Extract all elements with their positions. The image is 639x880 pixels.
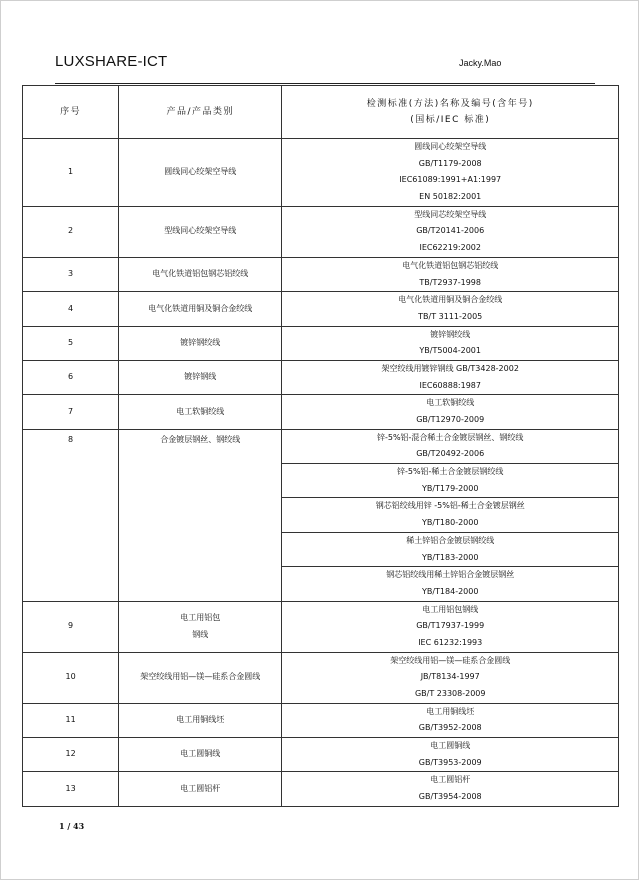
row-seq: 7: [23, 395, 119, 429]
standard-line: IEC61089:1991+A1:1997: [399, 175, 502, 185]
row-category: 合金镀层钢丝、钢绞线: [119, 429, 282, 601]
row-category: [119, 601, 282, 652]
row-standard: [282, 498, 619, 532]
row-standard: [282, 257, 619, 291]
row-standard: [282, 360, 619, 394]
standard-line: YB/T183-2000: [421, 552, 479, 562]
standard-line: 镀锌钢绞线: [430, 329, 471, 339]
standard-line: 电气化铁道用铜及铜合金绞线: [398, 295, 503, 305]
category-line: 电工用铝包: [180, 612, 221, 622]
header-seq: 序号: [23, 86, 119, 139]
table-row: [23, 139, 619, 207]
standard-line: YB/T184-2000: [421, 586, 479, 596]
row-category: 架空绞线用铝—镁—硅系合金圆线: [119, 652, 282, 703]
table-row: [23, 429, 619, 463]
standard-line: 电气化铁道铝包钢芯铝绞线: [402, 260, 499, 270]
row-seq: 1: [23, 139, 119, 207]
standard-line: GB/T3954-2008: [418, 792, 482, 802]
row-seq: 11: [23, 703, 119, 737]
standard-line: 锌-5%铝-稀土合金镀层钢绞线: [396, 467, 504, 477]
standard-line: 架空绞线用镀锌钢线 GB/T3428-2002: [381, 363, 519, 373]
standard-line: TB/T 3111-2005: [418, 311, 483, 321]
table-header-row: [23, 86, 619, 139]
standard-line: JB/T8134-1997: [420, 672, 480, 682]
author-name: Jacky.Mao: [459, 58, 502, 68]
row-category: 电气化铁道铝包钢芯铝绞线: [119, 257, 282, 291]
row-standard: [282, 567, 619, 601]
row-seq: 8: [23, 429, 119, 601]
row-standard: [282, 772, 619, 806]
table-row: [23, 738, 619, 772]
row-standard: [282, 395, 619, 429]
table-row: [23, 652, 619, 703]
row-seq: 6: [23, 360, 119, 394]
row-category: 电工圆铜线: [119, 738, 282, 772]
row-category: 电工用铜线坯: [119, 703, 282, 737]
standards-table: [22, 85, 619, 807]
row-category: 电工圆铝杆: [119, 772, 282, 806]
standard-line: 稀土锌铝合金镀层钢绞线: [406, 535, 495, 545]
standard-line: GB/T20141-2006: [416, 226, 485, 236]
row-seq: 12: [23, 738, 119, 772]
standard-line: TB/T2937-1998: [419, 277, 481, 287]
standard-line: GB/T17937-1999: [416, 621, 485, 631]
standard-line: GB/T12970-2009: [416, 415, 485, 424]
header-category: 产品/产品类别: [119, 86, 282, 139]
standard-line: GB/T1179-2008: [418, 158, 482, 168]
table-row: [23, 257, 619, 291]
row-standard: [282, 429, 619, 463]
page-number: 1 / 43: [59, 821, 85, 831]
table-row: [23, 395, 619, 429]
table-row: [23, 292, 619, 326]
standard-line: IEC60888:1987: [419, 380, 481, 390]
standard-line: IEC 61232:1993: [418, 637, 483, 647]
row-standard: [282, 738, 619, 772]
standard-line: 锌-5%铝-混合稀土合金镀层钢丝、钢绞线: [376, 432, 524, 442]
company-name: LUXSHARE-ICT: [55, 53, 168, 70]
row-standard: [282, 464, 619, 498]
header-rule: [55, 83, 595, 84]
row-category: 电工软铜绞线: [119, 395, 282, 429]
standard-line: YB/T180-2000: [421, 518, 479, 528]
table-row: [23, 326, 619, 360]
standard-line: GB/T3952-2008: [418, 723, 482, 733]
standard-line: 电工圆铝杆: [430, 775, 471, 785]
row-seq: 5: [23, 326, 119, 360]
standard-line: GB/T 23308-2009: [414, 689, 486, 698]
row-category: 型线同心绞架空导线: [119, 206, 282, 257]
row-seq: 4: [23, 292, 119, 326]
row-seq: 10: [23, 652, 119, 703]
row-category: 镀锌钢线: [119, 360, 282, 394]
standard-line: GB/T3953-2009: [418, 757, 482, 767]
table-row: [23, 703, 619, 737]
row-seq: 3: [23, 257, 119, 291]
header-standard-line2: (国标/IEC 标准): [410, 115, 491, 125]
standard-line: GB/T20492-2006: [416, 449, 485, 459]
row-standard: [282, 292, 619, 326]
row-standard: [282, 652, 619, 703]
row-category: 镀锌钢绞线: [119, 326, 282, 360]
row-category: 圆线同心绞架空导线: [119, 139, 282, 207]
standard-line: 架空绞线用铝—镁—硅系合金圆线: [390, 655, 511, 665]
standard-line: 电工用铜线坯: [426, 706, 475, 716]
header-standard-line1: 检测标准(方法)名称及编号(含年号): [366, 99, 534, 109]
table-row: [23, 601, 619, 652]
table-row: [23, 206, 619, 257]
row-seq: 13: [23, 772, 119, 806]
row-standard: [282, 703, 619, 737]
table-row: [23, 360, 619, 394]
row-category: 电气化铁道用铜及铜合金绞线: [119, 292, 282, 326]
row-seq: 9: [23, 601, 119, 652]
table-row: [23, 772, 619, 806]
standard-line: 钢芯铝绞线用稀土锌铝合金镀层钢丝: [386, 570, 515, 580]
table-body: [23, 139, 619, 807]
standard-line: 圆线同心绞架空导线: [414, 142, 487, 151]
row-standard: [282, 139, 619, 207]
row-seq: 2: [23, 206, 119, 257]
row-standard: [282, 206, 619, 257]
standard-line: 电工用铝包钢线: [422, 604, 479, 614]
standard-line: 型线同芯绞架空导线: [414, 209, 487, 219]
standard-line: YB/T5004-2001: [419, 346, 481, 356]
row-standard: [282, 532, 619, 566]
standard-line: IEC62219:2002: [419, 243, 481, 253]
row-standard: [282, 326, 619, 360]
standard-line: 钢芯铝绞线用锌 -5%铝-稀土合金镀层钢丝: [375, 501, 525, 511]
header-standard: [282, 86, 619, 139]
standard-line: 电工软铜绞线: [426, 398, 475, 408]
standard-line: 电工圆铜线: [430, 741, 471, 751]
category-line: 钢线: [192, 629, 209, 639]
standard-line: EN 50182:2001: [419, 192, 482, 202]
row-standard: [282, 601, 619, 652]
standard-line: YB/T179-2000: [421, 483, 479, 493]
